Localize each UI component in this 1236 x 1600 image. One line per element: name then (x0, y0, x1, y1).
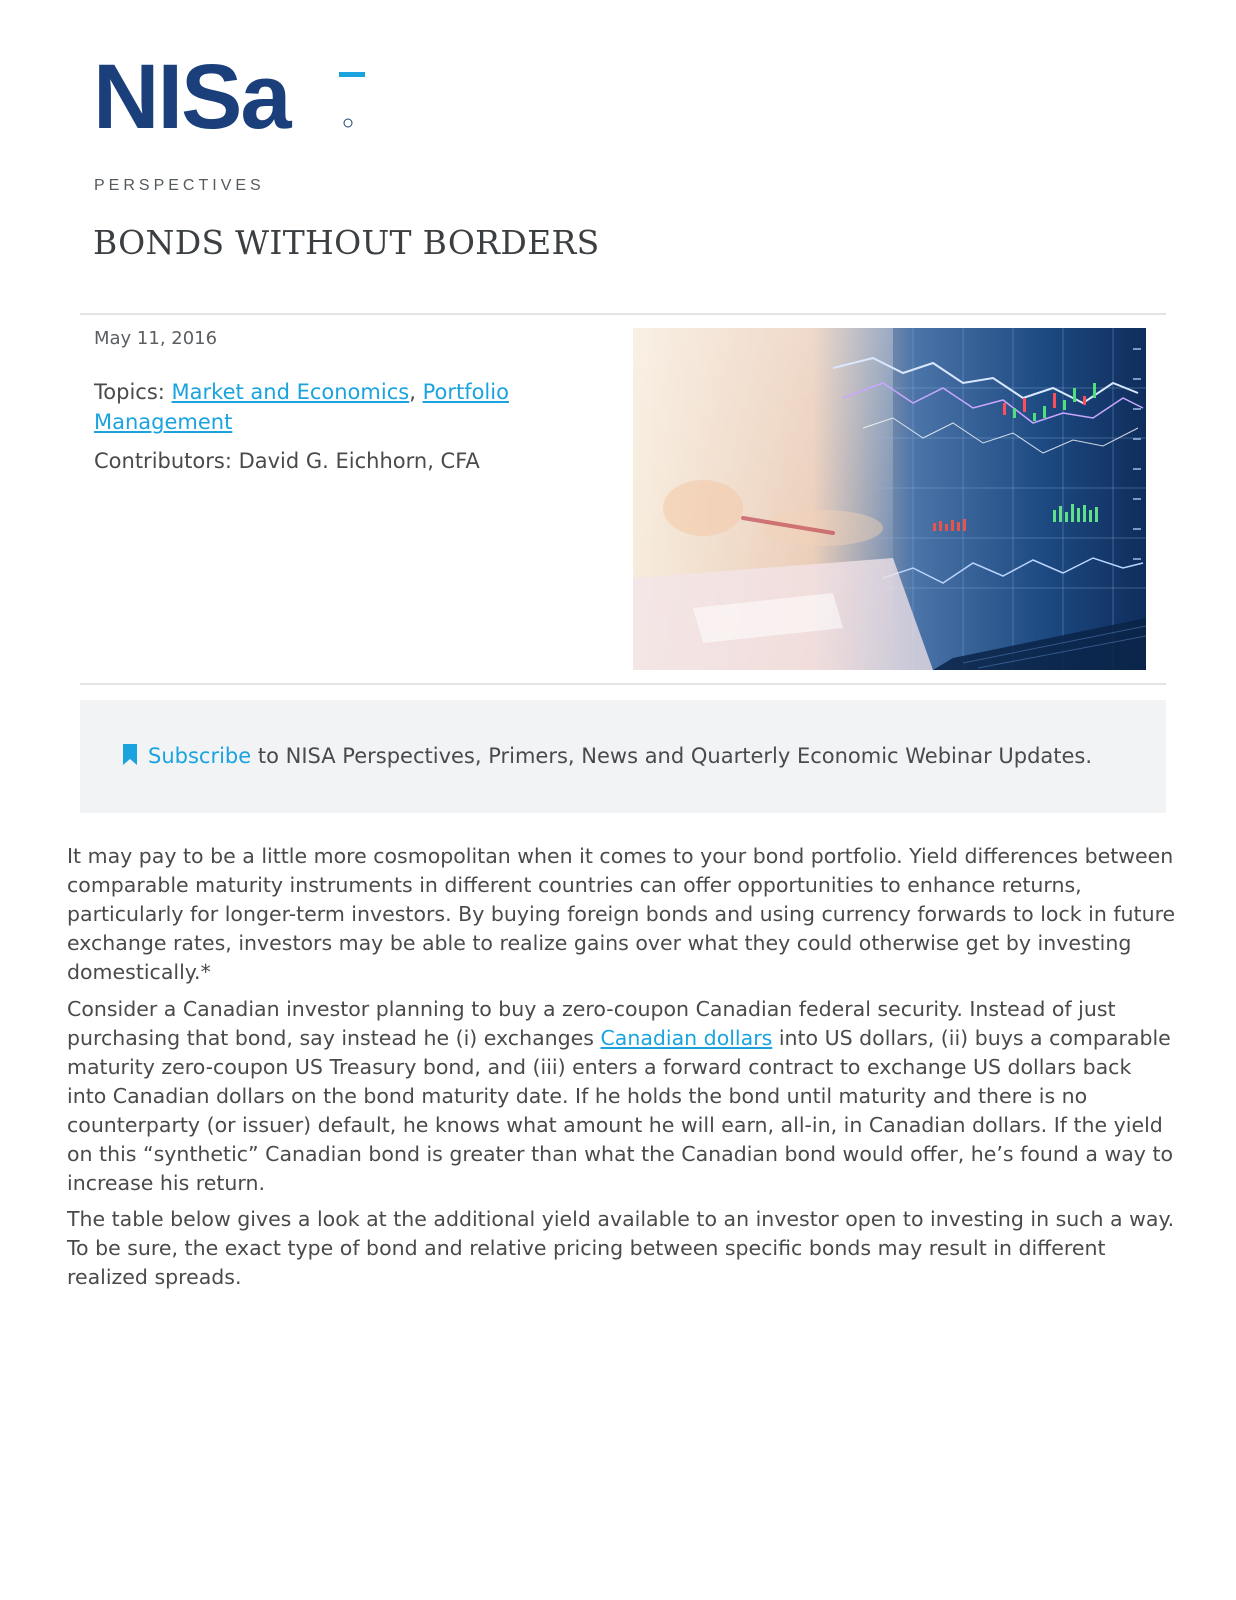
nisa-logo[interactable] (93, 50, 383, 140)
logo-wordmark: NISa (93, 50, 290, 140)
hero-image (633, 328, 1146, 670)
topics-line (94, 377, 564, 437)
article-paragraph-1 (67, 842, 1177, 987)
contributors: Contributors: David G. Eichhorn, CFA (94, 449, 480, 473)
paragraph-1-text: It may pay to be a little more cosmopolitan when it comes to your bond portfolio. Yield differences between comparable maturity instruments in different countries can offer opportunities to enhance returns, particularly for longer-term investors. By buying foreign bonds and using currency forwards to lock in future exchange rates, investors may be able to realize gains over what they could otherwise get by investing domestically.* (67, 844, 1176, 984)
topic-link-market-economics[interactable]: Market and Economics (171, 380, 410, 404)
subscribe-callout (80, 700, 1166, 813)
article-meta (94, 328, 564, 473)
subscribe-text: to NISA Perspectives, Primers, News and Quarterly Economic Webinar Updates. (257, 744, 1093, 768)
topics-label: Topics: (94, 380, 165, 404)
publish-date: May 11, 2016 (94, 328, 218, 349)
topics-separator: , (409, 380, 416, 404)
registered-mark-icon (344, 119, 352, 127)
page-title: BONDS WITHOUT BORDERS (93, 223, 600, 262)
canadian-dollars-link[interactable]: Canadian dollars (600, 1026, 773, 1050)
subscribe-link[interactable]: Subscribe (148, 744, 252, 768)
paragraph-2-part-2: into US dollars, (ii) buys a comparable maturity zero-coupon US Treasury bond, and (iii) enters a forward contract to exchange US dollars back into Canadian dollars on the bond maturity date. If he holds the bond until maturity and there is no counterparty (or issuer) default, he knows what amount he will earn, all-in, in Canadian dollars. If the yield on this “synthetic” Canadian bond is greater than what the Canadian bond would offer, he’s found a way to increase his return. (67, 1026, 1174, 1195)
article-paragraph-2 (67, 995, 1177, 1198)
subscribe-row (122, 744, 1092, 771)
top-divider (80, 313, 1166, 315)
paragraph-2-part-1: Consider a Canadian investor planning to buy a zero-coupon Canadian federal security. Instead of just purchasing that bond, say instead he (i) exchanges (67, 997, 1116, 1050)
topic-link-portfolio-management[interactable]: Portfolio Management (94, 380, 509, 434)
article-paragraph-3 (67, 1205, 1177, 1292)
logo-accent-dash (339, 72, 365, 77)
paragraph-2-text (67, 995, 1177, 1198)
bottom-divider (80, 683, 1166, 685)
bookmark-icon (122, 744, 138, 771)
section-label: PERSPECTIVES (94, 177, 265, 194)
paragraph-3-text: The table below gives a look at the additional yield available to an investor open to investing in such a way. To be sure, the exact type of bond and relative pricing between specific bonds may result in different realized spreads. (67, 1207, 1175, 1289)
